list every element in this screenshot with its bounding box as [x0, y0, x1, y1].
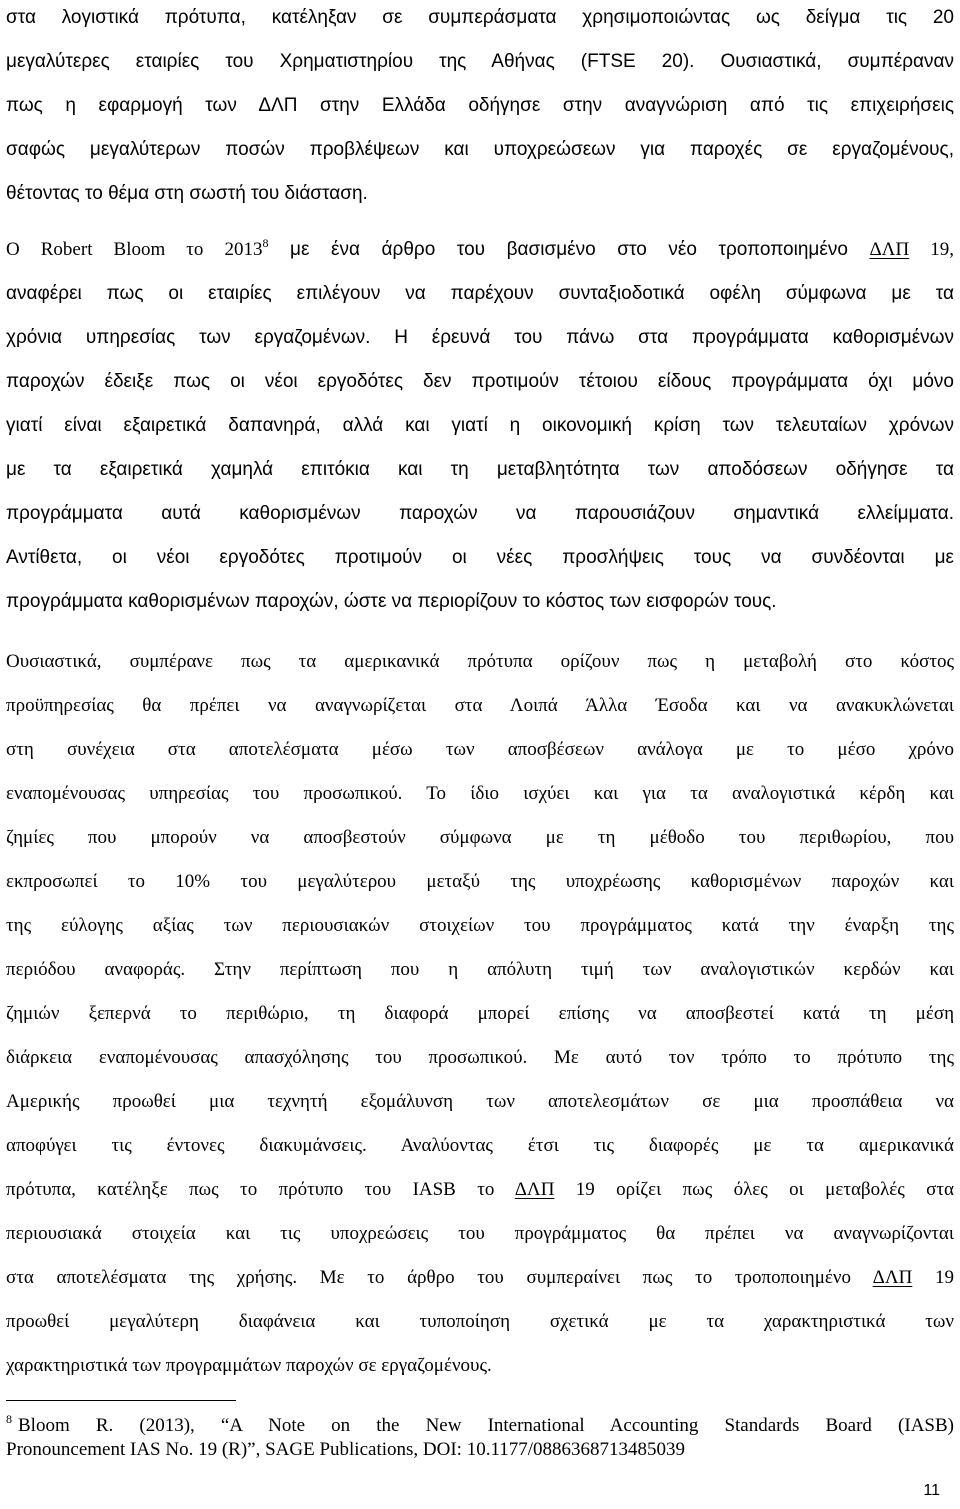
text-line: παροχών έδειξε πως οι νέοι εργοδότες δεν προτιμούν τέτοιου είδους προγράμματα όχι μόνο	[6, 371, 954, 392]
text-line: Ουσιαστικά, συμπέρανε πως τα αμερικανικά πρότυπα ορίζουν πως η μεταβολή στο κόστος	[6, 651, 954, 672]
paragraph-3	[6, 640, 954, 1388]
text-segment: πρότυπα, κατέληξε πως το πρότυπο του IASB το	[6, 1179, 515, 1200]
text-line: περιουσιακά στοιχεία και τις υποχρεώσεις του προγράμματος θα πρέπει να αναγνωρίζονται	[6, 1223, 954, 1244]
text-line	[6, 1256, 954, 1300]
footnote-marker: 8	[6, 1412, 12, 1426]
dlp-abbreviation: ΔΛΠ	[872, 1267, 913, 1288]
text-line: ζημίες που μπορούν να αποσβεστούν σύμφωνα με τη μέθοδο του περιθωρίου, που	[6, 827, 954, 848]
text-line: εκπροσωπεί το 10% του μεγαλύτερου μεταξύ της υποχρέωσης καθορισμένων παροχών και	[6, 871, 954, 892]
text-line: Αντίθετα, οι νέοι εργοδότες προτιμούν οι νέες προσλήψεις τους να συνδέονται με	[6, 547, 954, 568]
page-number: 11	[923, 1482, 940, 1499]
text-line: της εύλογης αξίας των περιουσιακών στοιχείων του προγράμματος κατά την έναρξη της	[6, 915, 954, 936]
text-line: Αμερικής προωθεί μια τεχνητή εξομάλυνση των αποτελεσμάτων σε μια προσπάθεια να	[6, 1091, 954, 1112]
text-line: μεγαλύτερες εταιρίες του Χρηματιστηρίου της Αθήνας (FTSE 20). Ουσιαστικά, συμπέραναν	[6, 51, 954, 72]
footnote-reference: 8	[262, 236, 269, 250]
footnote-separator	[6, 1400, 236, 1401]
footnote-text: Bloom R. (2013), “A Note on the New International Accounting Standards Board (IASB)	[18, 1415, 954, 1436]
text-line: περιόδου αναφοράς. Στην περίπτωση που η απόλυτη τιμή των αναλογιστικών κερδών και	[6, 959, 954, 980]
text-line: στη συνέχεια στα αποτελέσματα μέσω των αποσβέσεων ανάλογα με το μέσο χρόνο	[6, 739, 954, 760]
text-line: πως η εφαρμογή των ΔΛΠ στην Ελλάδα οδήγησε στην αναγνώριση από τις επιχειρήσεις	[6, 95, 954, 116]
dlp-abbreviation: ΔΛΠ	[869, 239, 910, 260]
text-line: προγράμματα αυτά καθορισμένων παροχών να παρουσιάζουν σημαντικά ελλείμματα.	[6, 503, 954, 524]
text-segment: 19,	[909, 239, 954, 260]
text-line: αναφέρει πως οι εταιρίες επιλέγουν να παρέχουν συνταξιοδοτικά οφέλη σύμφωνα με τα	[6, 283, 954, 304]
text-line: προγράμματα καθορισμένων παροχών, ώστε να περιορίζουν το κόστος των εισφορών τους.	[6, 591, 777, 612]
text-segment: 19	[912, 1267, 954, 1288]
text-line: προωθεί μεγαλύτερη διαφάνεια και τυποποίηση σχετικά με τα χαρακτηριστικά των	[6, 1311, 954, 1332]
footnote	[6, 1414, 954, 1462]
dlp-abbreviation: ΔΛΠ	[514, 1179, 555, 1200]
text-line: θέτοντας το θέμα στη σωστή του διάσταση.	[6, 183, 368, 204]
text-segment: στα αποτελέσματα της χρήσης. Με το άρθρο του συμπεραίνει πως το τροποποιημένο	[6, 1267, 873, 1288]
text-line: στα λογιστικά πρότυπα, κατέληξαν σε συμπεράσματα χρησιμοποιώντας ως δείγμα τις 20	[6, 7, 954, 28]
text-line: αποφύγει τις έντονες διακυμάνσεις. Αναλύοντας έτσι τις διαφορές με τα αμερικανικά	[6, 1135, 954, 1156]
text-line	[6, 1168, 954, 1212]
footnote-line	[6, 1414, 954, 1438]
text-segment: Ο Robert Bloom το 2013	[6, 239, 263, 260]
text-line: προϋπηρεσίας θα πρέπει να αναγνωρίζεται στα Λοιπά Άλλα Έσοδα και να ανακυκλώνεται	[6, 695, 954, 716]
footnote-line: Pronouncement IAS No. 19 (R)”, SAGE Publications, DOI: 10.1177/0886368713485039	[6, 1439, 686, 1460]
text-line	[6, 228, 954, 272]
text-line: σαφώς μεγαλύτερων ποσών προβλέψεων και υποχρεώσεων για παροχές σε εργαζομένους,	[6, 139, 954, 160]
text-line: ζημιών ξεπερνά το περιθώριο, τη διαφορά μπορεί επίσης να αποσβεστεί κατά τη μέση	[6, 1003, 954, 1024]
text-line: γιατί είναι εξαιρετικά δαπανηρά, αλλά και γιατί η οικονομική κρίση των τελευταίων χρόνων	[6, 415, 954, 436]
paragraph-1	[6, 0, 954, 216]
text-line: με τα εξαιρετικά χαμηλά επιτόκια και τη μεταβλητότητα των αποδόσεων οδήγησε τα	[6, 459, 954, 480]
text-line: εναπομένουσας υπηρεσίας του προσωπικού. Το ίδιο ισχύει και για τα αναλογιστικά κέρδη και	[6, 783, 954, 804]
text-line: διάρκεια εναπομένουσας απασχόλησης του προσωπικού. Με αυτό τον τρόπο το πρότυπο της	[6, 1047, 954, 1068]
text-segment: με ένα άρθρο του βασισμένο στο νέο τροποποιημένο	[268, 239, 870, 260]
text-segment: 19 ορίζει πως όλες οι μεταβολές στα	[554, 1179, 955, 1200]
paragraph-2	[6, 228, 954, 624]
text-line: χαρακτηριστικά των προγραμμάτων παροχών σε εργαζομένους.	[6, 1355, 492, 1376]
text-line: χρόνια υπηρεσίας των εργαζομένων. Η έρευνά του πάνω στα προγράμματα καθορισμένων	[6, 327, 954, 348]
